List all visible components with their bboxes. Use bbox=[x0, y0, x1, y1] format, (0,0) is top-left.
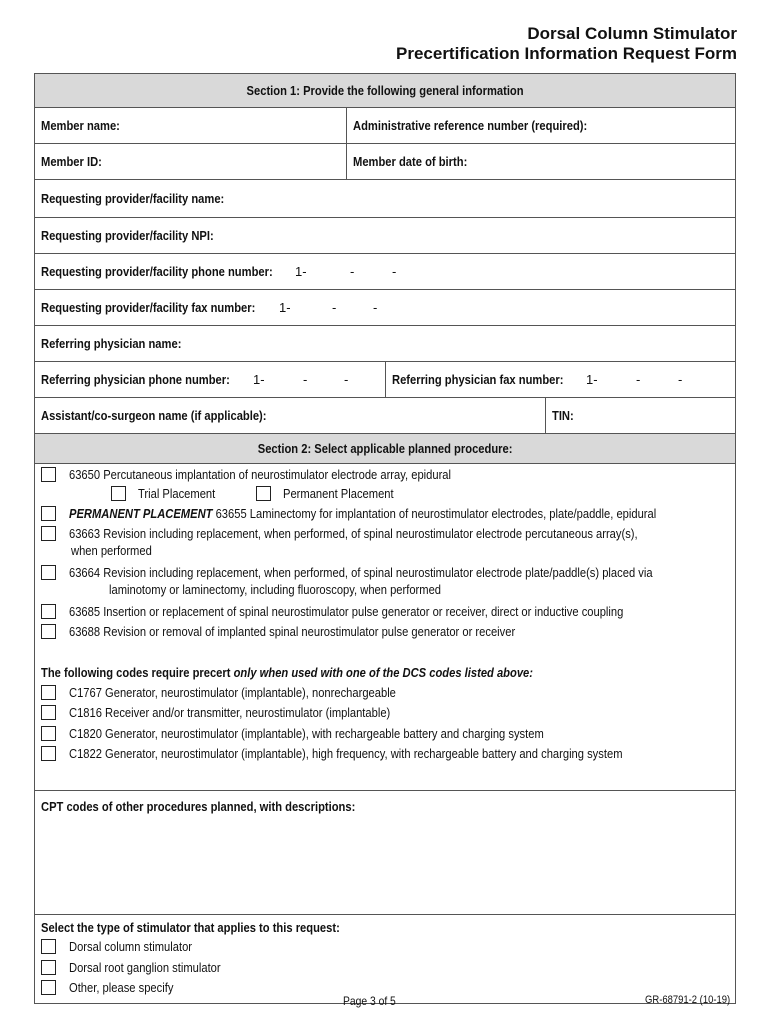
provider-phone-field[interactable]: Requesting provider/facility phone number: 1- - - bbox=[41, 264, 397, 279]
provider-name-row bbox=[35, 180, 735, 218]
ref-phone-prefix: 1- bbox=[253, 372, 265, 387]
ref-phone-dash: - bbox=[303, 372, 308, 387]
assistant-name-field[interactable]: Assistant/co-surgeon name (if applicable): bbox=[41, 408, 267, 423]
checkbox-permanent-placement[interactable] bbox=[256, 486, 271, 501]
provider-name-field[interactable]: Requesting provider/facility name: bbox=[41, 191, 225, 206]
ref-fax-dash: - bbox=[678, 372, 683, 387]
member-dob-field[interactable]: Member date of birth: bbox=[346, 144, 735, 179]
procedure-63650: 63650 Percutaneous implantation of neurostimulator electrode array, epidural bbox=[41, 466, 513, 483]
checkbox-63688[interactable] bbox=[41, 624, 56, 639]
code-c1767: C1767 Generator, neurostimulator (implantable), nonrechargeable bbox=[41, 684, 449, 701]
fax-dash: - bbox=[332, 300, 337, 315]
fax-prefix: 1- bbox=[279, 300, 291, 315]
referring-phone-field[interactable]: Referring physician phone number: 1- - - bbox=[41, 372, 349, 387]
page-number: Page 3 of 5 bbox=[343, 994, 396, 1008]
tin-field[interactable]: TIN: bbox=[545, 398, 735, 433]
checkbox-dorsal-root[interactable] bbox=[41, 960, 56, 975]
member-id-row bbox=[35, 144, 735, 180]
procedure-63663: 63663 Revision including replacement, when performed, of spinal neurostimulator electrode percutaneous array(s), bbox=[41, 525, 730, 542]
phone-prefix: 1- bbox=[295, 264, 307, 279]
checkbox-63685[interactable] bbox=[41, 604, 56, 619]
phone-dash: - bbox=[350, 264, 355, 279]
assistant-row bbox=[35, 398, 735, 434]
stim-option-other: Other, please specify bbox=[41, 979, 190, 996]
checkbox-63663[interactable] bbox=[41, 526, 56, 541]
admin-ref-field[interactable]: Administrative reference number (required): bbox=[346, 108, 735, 143]
procedure-63663-cont: when performed bbox=[71, 543, 152, 558]
referring-name-row bbox=[35, 326, 735, 362]
checkbox-63664[interactable] bbox=[41, 565, 56, 580]
procedure-63685: 63685 Insertion or replacement of spinal neurostimulator pulse generator or receiver, direct or inductive coupling bbox=[41, 603, 714, 620]
stimulator-type-section bbox=[35, 915, 735, 1003]
ref-fax-prefix: 1- bbox=[586, 372, 598, 387]
checkbox-c1820[interactable] bbox=[41, 726, 56, 741]
codes-intro: The following codes require precert only when used with one of the DCS codes listed above: bbox=[41, 665, 534, 680]
referring-name-field[interactable]: Referring physician name: bbox=[41, 336, 182, 351]
form-header bbox=[396, 24, 737, 64]
checkbox-c1816[interactable] bbox=[41, 705, 56, 720]
section2-heading: Section 2: Select applicable planned procedure: bbox=[35, 434, 735, 464]
form-code: GR-68791-2 (10-19) bbox=[645, 994, 731, 1006]
member-id-field[interactable]: Member ID: bbox=[41, 154, 102, 169]
procedure-list bbox=[35, 464, 735, 791]
code-c1816: C1816 Receiver and/or transmitter, neurostimulator (implantable) bbox=[41, 704, 443, 721]
section1-heading: Section 1: Provide the following general information bbox=[35, 74, 735, 108]
phone-dash: - bbox=[392, 264, 397, 279]
provider-fax-field[interactable]: Requesting provider/facility fax number: 1- - - bbox=[41, 300, 378, 315]
cpt-codes-area[interactable] bbox=[35, 791, 735, 915]
code-c1822: C1822 Generator, neurostimulator (implantable), high frequency, with rechargeable battery and charging system bbox=[41, 745, 713, 762]
member-name-row bbox=[35, 108, 735, 144]
ref-fax-dash: - bbox=[636, 372, 641, 387]
checkbox-trial-placement[interactable] bbox=[111, 486, 126, 501]
referring-contact-row bbox=[35, 362, 735, 398]
checkbox-63650[interactable] bbox=[41, 467, 56, 482]
checkbox-c1767[interactable] bbox=[41, 685, 56, 700]
provider-npi-field[interactable]: Requesting provider/facility NPI: bbox=[41, 228, 214, 243]
fax-dash: - bbox=[373, 300, 378, 315]
member-name-field[interactable]: Member name: bbox=[41, 118, 120, 133]
procedure-63664-cont: laminotomy or laminectomy, including fluoroscopy, when performed bbox=[109, 582, 442, 597]
provider-fax-row bbox=[35, 290, 735, 326]
provider-phone-row bbox=[35, 254, 735, 290]
stimulator-type-label: Select the type of stimulator that applies to this request: bbox=[41, 920, 340, 935]
form-title-line1: Dorsal Column Stimulator bbox=[527, 24, 737, 43]
cpt-codes-label: CPT codes of other procedures planned, with descriptions: bbox=[41, 799, 356, 814]
form-title-line2: Precertification Information Request Form bbox=[396, 44, 737, 63]
placement-options: Trial Placement Permanent Placement bbox=[111, 485, 412, 502]
checkbox-dorsal-column[interactable] bbox=[41, 939, 56, 954]
ref-phone-dash: - bbox=[344, 372, 349, 387]
procedure-63655: PERMANENT PLACEMENT 63655 Laminectomy for implantation of neurostimulator electrodes, plate/paddle, epidural bbox=[41, 505, 752, 522]
code-c1820: C1820 Generator, neurostimulator (implantable), with rechargeable battery and charging system bbox=[41, 725, 621, 742]
referring-fax-field[interactable]: Referring physician fax number: 1- - - bbox=[385, 362, 735, 397]
procedure-63664: 63664 Revision including replacement, when performed, of spinal neurostimulator electrode plate/paddle(s) placed via bbox=[41, 564, 748, 581]
checkbox-c1822[interactable] bbox=[41, 746, 56, 761]
procedure-63688: 63688 Revision or removal of implanted spinal neurostimulator pulse generator or receiver bbox=[41, 623, 588, 640]
checkbox-other[interactable] bbox=[41, 980, 56, 995]
checkbox-63655[interactable] bbox=[41, 506, 56, 521]
stim-option-dorsal-column: Dorsal column stimulator bbox=[41, 938, 212, 955]
precert-form bbox=[34, 73, 736, 1004]
stim-option-dorsal-root: Dorsal root ganglion stimulator bbox=[41, 959, 245, 976]
provider-npi-row bbox=[35, 218, 735, 254]
